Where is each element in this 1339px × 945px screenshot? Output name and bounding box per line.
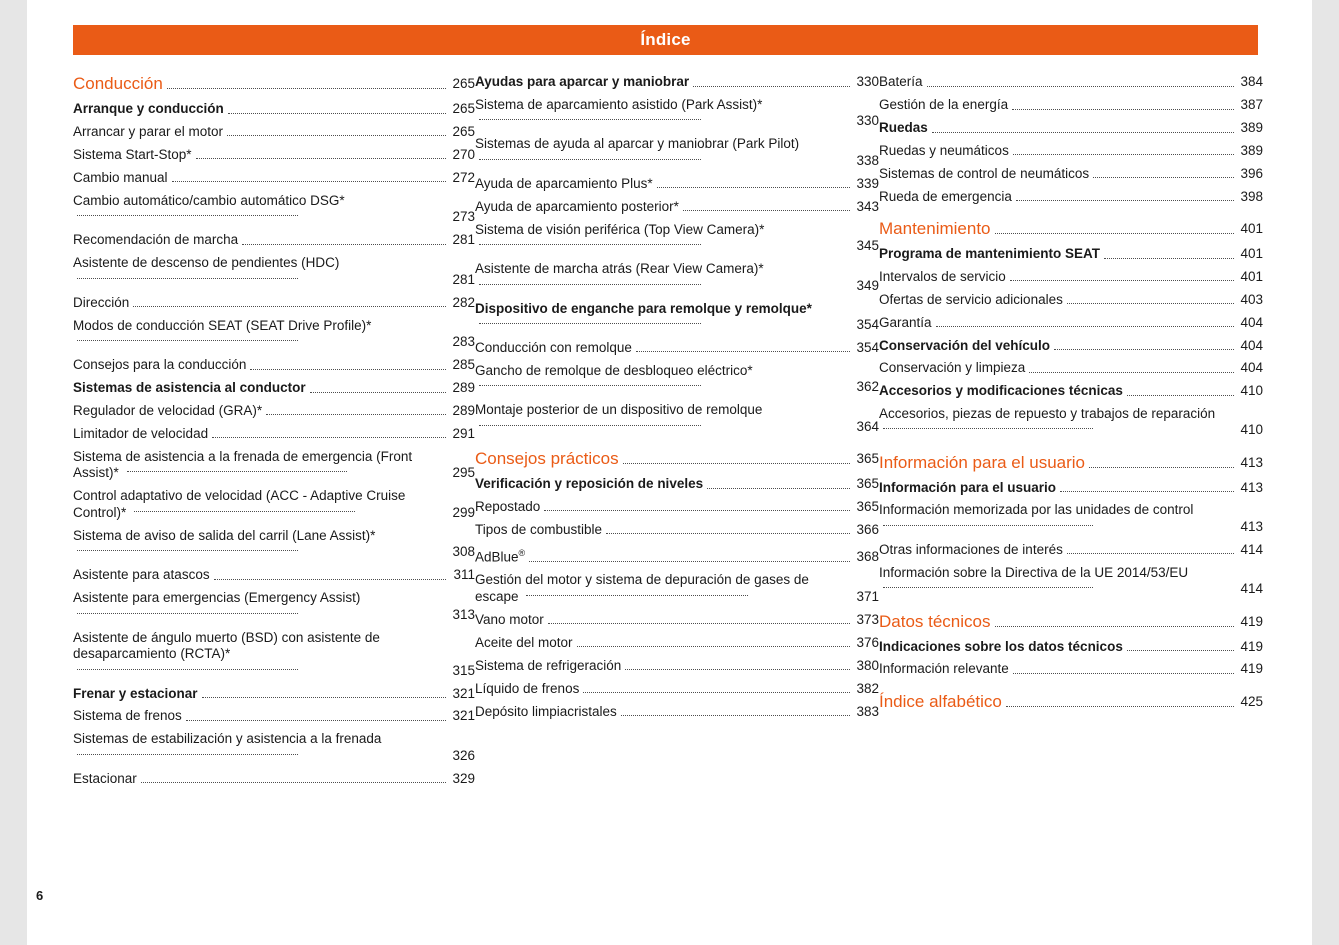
toc-entry-label: Tipos de combustible [475, 521, 603, 537]
toc-entry[interactable] [73, 590, 475, 623]
toc-entry-label: Intervalos de servicio [879, 268, 1006, 284]
toc-leader [1089, 466, 1234, 468]
toc-entry[interactable] [475, 635, 879, 652]
toc-entry-label: Datos técnicos [879, 611, 991, 631]
toc-entry[interactable] [73, 255, 475, 288]
toc-leader [1104, 257, 1234, 259]
toc-leader [606, 532, 850, 534]
toc-leader [242, 243, 446, 245]
toc-entry[interactable] [879, 292, 1263, 309]
toc-leader [202, 696, 446, 698]
toc-entry[interactable] [879, 246, 1263, 263]
toc-entry-label: Sistemas de asistencia al conductor [73, 380, 306, 395]
toc-entry-page: 376 [856, 634, 879, 650]
toc-entry-page: 401 [1240, 221, 1263, 236]
toc-leader [529, 560, 850, 562]
toc-entry-label: Asistente para atascos [73, 567, 210, 582]
toc-entry[interactable] [475, 449, 879, 469]
toc-entry-label: Asistente de descenso de pendientes (HDC) [73, 255, 340, 270]
toc-entry-page: 413 [1240, 518, 1263, 534]
toc-entry-page: 404 [1240, 314, 1263, 330]
toc-entry-label: Conducción con remolque [475, 339, 632, 355]
toc-entry-label: Accesorios y modificaciones técnicas [879, 383, 1123, 398]
toc-entry[interactable] [73, 147, 475, 164]
toc-entry[interactable] [73, 74, 475, 94]
toc-entry[interactable] [879, 189, 1263, 206]
toc-entry-page: 299 [452, 504, 475, 520]
toc-leader [77, 753, 298, 755]
toc-leader [1006, 705, 1234, 707]
toc-entry-label: Vano motor [475, 611, 544, 627]
toc-leader [1029, 371, 1234, 373]
toc-entry-page: 404 [1240, 337, 1263, 353]
toc-entry-label: Repostado [475, 498, 541, 514]
toc-entry-page: 419 [1240, 613, 1263, 629]
toc-leader [141, 781, 446, 783]
toc-entry-page: 295 [452, 465, 475, 480]
toc-columns [73, 74, 1263, 794]
toc-entry-label: Batería [879, 74, 923, 89]
toc-leader [577, 645, 850, 647]
toc-leader [623, 462, 850, 464]
toc-leader [134, 510, 355, 512]
toc-entry[interactable] [879, 480, 1263, 497]
toc-entry[interactable] [475, 261, 879, 294]
toc-entry[interactable] [879, 315, 1263, 332]
toc-entry-page: 354 [856, 339, 879, 355]
toc-entry[interactable] [73, 101, 475, 118]
toc-entry[interactable] [73, 708, 475, 725]
toc-entry[interactable] [879, 360, 1263, 377]
toc-entry[interactable] [73, 403, 475, 420]
toc-entry-page: 398 [1240, 188, 1263, 204]
toc-leader [479, 158, 701, 160]
toc-entry[interactable] [475, 301, 879, 334]
toc-leader [127, 470, 348, 472]
toc-entry-label: Gancho de remolque de desbloqueo eléctrico* [475, 362, 753, 378]
toc-entry-label: Control adaptativo de velocidad (ACC - Adaptive Cruise Control)* [73, 488, 406, 520]
toc-entry-page: 413 [1240, 479, 1263, 495]
toc-entry-page: 382 [856, 680, 879, 696]
toc-leader [1013, 153, 1234, 155]
toc-entry[interactable] [879, 692, 1263, 712]
toc-entry[interactable] [475, 522, 879, 539]
toc-entry-page: 380 [856, 657, 879, 673]
toc-entry[interactable] [73, 232, 475, 249]
toc-leader [479, 424, 701, 426]
toc-entry[interactable] [879, 166, 1263, 183]
toc-entry-page: 354 [856, 317, 879, 332]
toc-leader [625, 668, 850, 670]
toc-leader [172, 180, 446, 182]
toc-entry-label: Garantía [879, 314, 932, 330]
toc-entry-label: Ayuda de aparcamiento Plus* [475, 175, 653, 191]
toc-entry-page: 389 [1240, 142, 1263, 158]
toc-entry[interactable] [73, 771, 475, 788]
toc-entry[interactable] [73, 567, 475, 584]
toc-entry-label: Cambio manual [73, 169, 168, 185]
toc-leader [883, 427, 1093, 429]
toc-entry-label: Sistema de visión periférica (Top View Camera)* [475, 221, 765, 237]
toc-entry[interactable] [879, 143, 1263, 160]
toc-leader [77, 668, 298, 670]
toc-entry-page: 272 [452, 169, 475, 185]
toc-leader [77, 612, 298, 614]
toc-entry-label: Dirección [73, 294, 130, 310]
toc-entry-page: 339 [856, 175, 879, 191]
toc-entry[interactable] [73, 193, 475, 226]
toc-entry-page: 387 [1240, 97, 1263, 112]
toc-entry-page: 329 [452, 770, 475, 786]
toc-leader [693, 85, 850, 87]
toc-entry[interactable] [73, 528, 475, 561]
toc-entry-page: 366 [856, 521, 879, 537]
toc-entry-page: 410 [1240, 422, 1263, 437]
toc-entry[interactable] [73, 449, 475, 482]
toc-entry[interactable] [879, 269, 1263, 286]
toc-entry[interactable] [475, 176, 879, 193]
toc-leader [214, 578, 446, 580]
right-margin [1312, 0, 1339, 945]
toc-entry[interactable] [73, 686, 475, 703]
toc-entry[interactable] [475, 499, 879, 516]
toc-entry-page: 368 [856, 549, 879, 564]
toc-entry-label: Verificación y reposición de niveles [475, 476, 704, 491]
toc-entry-page: 311 [453, 567, 475, 582]
toc-entry-page: 345 [856, 238, 879, 253]
toc-entry-label: Sistema de refrigeración [475, 657, 622, 673]
toc-entry-page: 321 [452, 685, 475, 701]
toc-entry-page: 313 [452, 606, 475, 622]
toc-leader [932, 131, 1234, 133]
toc-leader [250, 368, 446, 370]
toc-entry-label: Asistente de marcha atrás (Rear View Camera)* [475, 261, 764, 276]
toc-entry-label: Ruedas [879, 120, 928, 135]
toc-entry-label: Información sobre la Directiva de la UE 2014/53/EU [879, 564, 1189, 580]
toc-leader [228, 112, 446, 114]
toc-entry-label: Montaje posterior de un dispositivo de remolque [475, 402, 763, 417]
toc-entry[interactable] [879, 406, 1263, 439]
toc-leader [310, 391, 446, 393]
toc-leader [1067, 552, 1234, 554]
toc-leader [883, 524, 1093, 526]
toc-entry-page: 270 [452, 146, 475, 162]
toc-leader [167, 87, 446, 89]
toc-entry-page: 401 [1240, 246, 1263, 261]
toc-entry[interactable] [475, 136, 879, 169]
toc-entry-label: Ofertas de servicio adicionales [879, 291, 1063, 307]
toc-entry-page: 419 [1240, 661, 1263, 676]
toc-leader [1127, 394, 1234, 396]
toc-leader [995, 232, 1234, 234]
toc-leader [883, 586, 1093, 588]
toc-column-1 [73, 74, 475, 794]
toc-leader [1093, 176, 1234, 178]
toc-entry-page: 330 [856, 113, 879, 128]
toc-entry[interactable] [73, 488, 475, 521]
toc-entry-page: 289 [452, 380, 475, 395]
toc-leader [479, 118, 701, 120]
toc-entry[interactable] [475, 199, 879, 216]
toc-entry-label: Consejos prácticos [475, 449, 619, 468]
toc-entry-label: Ayudas para aparcar y maniobrar [475, 74, 690, 89]
toc-entry-page: 291 [452, 425, 475, 441]
toc-entry-page: 343 [856, 198, 879, 214]
toc-entry-label: Depósito limpiacristales [475, 703, 617, 719]
toc-entry-label: Sistema de aparcamiento asistido (Park Assist)* [475, 96, 763, 112]
toc-leader [479, 283, 701, 285]
toc-entry-label: Estacionar [73, 770, 137, 786]
toc-entry[interactable] [475, 704, 879, 721]
toc-leader [927, 85, 1234, 87]
toc-entry-label: Recomendación de marcha [73, 232, 239, 247]
toc-entry[interactable] [73, 380, 475, 397]
toc-entry[interactable] [879, 502, 1263, 535]
toc-entry-page: 364 [856, 418, 879, 434]
page-title [73, 25, 1258, 55]
page-number: 6 [36, 888, 44, 903]
toc-entry-label: Información para el usuario [879, 479, 1057, 495]
toc-entry[interactable] [879, 219, 1263, 239]
toc-leader [1016, 199, 1234, 201]
toc-entry-page: 401 [1240, 268, 1263, 284]
toc-leader [1067, 302, 1234, 304]
toc-entry[interactable] [475, 74, 879, 91]
toc-entry[interactable] [879, 661, 1263, 678]
toc-leader [1013, 672, 1234, 674]
toc-entry-label: Conducción [73, 74, 163, 93]
toc-leader [683, 209, 850, 211]
toc-entry-page: 321 [452, 708, 475, 723]
toc-entry[interactable] [73, 318, 475, 351]
toc-entry-page: 365 [856, 451, 879, 466]
toc-leader [479, 243, 701, 245]
toc-entry-page: 403 [1240, 291, 1263, 307]
toc-entry-label: Dispositivo de enganche para remolque y remolque* [475, 300, 812, 316]
toc-entry-page: 414 [1240, 541, 1263, 557]
toc-entry-label: Sistema de aviso de salida del carril (Lane Assist)* [73, 527, 376, 543]
toc-leader [544, 509, 850, 511]
toc-entry[interactable] [73, 731, 475, 764]
toc-entry-page: 404 [1240, 360, 1263, 375]
toc-entry[interactable] [73, 357, 475, 374]
toc-leader [133, 305, 446, 307]
toc-entry-label: Información para el usuario [879, 452, 1086, 472]
toc-entry-page: 285 [452, 357, 475, 372]
toc-entry-page: 371 [856, 588, 879, 604]
toc-entry-page: 384 [1240, 74, 1263, 89]
toc-leader [479, 322, 701, 324]
toc-entry[interactable] [73, 295, 475, 312]
toc-entry[interactable] [879, 338, 1263, 355]
toc-entry-label: Información relevante [879, 661, 1009, 676]
toc-entry[interactable] [475, 402, 879, 435]
toc-leader [657, 186, 850, 188]
toc-entry-page: 326 [452, 747, 475, 763]
toc-entry[interactable] [475, 340, 879, 357]
left-margin [0, 0, 27, 945]
toc-entry-page: 362 [856, 379, 879, 394]
toc-entry-label: Otras informaciones de interés [879, 541, 1063, 557]
toc-entry-label: Frenar y estacionar [73, 685, 198, 701]
toc-leader [621, 714, 850, 716]
toc-entry[interactable] [879, 612, 1263, 632]
toc-leader [479, 384, 701, 386]
toc-entry-label: Conservación del vehículo [879, 337, 1051, 353]
toc-entry-page: 413 [1240, 454, 1263, 470]
toc-entry[interactable] [73, 426, 475, 443]
toc-entry-page: 281 [452, 232, 475, 247]
toc-entry-page: 265 [452, 123, 475, 139]
toc-entry-page: 330 [856, 74, 879, 89]
toc-entry-page: 425 [1240, 693, 1263, 709]
toc-entry-label: Sistema Start-Stop* [73, 146, 192, 162]
toc-leader [1010, 279, 1234, 281]
toc-leader [936, 325, 1234, 327]
toc-entry-label: Mantenimiento [879, 219, 991, 238]
toc-entry[interactable] [879, 565, 1263, 598]
toc-leader [707, 487, 850, 489]
toc-leader [266, 413, 446, 415]
toc-entry-page: 365 [856, 476, 879, 491]
registered-mark: ® [518, 547, 526, 558]
toc-entry-label: Sistemas de control de neumáticos [879, 165, 1090, 181]
toc-entry-label: Ruedas y neumáticos [879, 142, 1009, 158]
toc-entry-page: 282 [452, 294, 475, 310]
toc-entry-label: Gestión del motor y sistema de depuración de gases de escape [475, 572, 809, 604]
toc-entry-label: Información memorizada por las unidades de control [879, 502, 1194, 517]
toc-leader [583, 691, 850, 693]
toc-entry-label: Sistema de asistencia a la frenada de emergencia (Front Assist)* [73, 448, 413, 480]
toc-entry-page: 383 [856, 703, 879, 719]
toc-column-3 [879, 74, 1263, 794]
toc-entry-label: Ayuda de aparcamiento posterior* [475, 198, 679, 214]
toc-entry-label: Conservación y limpieza [879, 360, 1026, 375]
toc-entry-label: Programa de mantenimiento SEAT [879, 246, 1101, 261]
toc-entry-page: 265 [452, 101, 475, 116]
toc-leader [196, 157, 446, 159]
toc-entry-label: Rueda de emergencia [879, 188, 1012, 204]
toc-leader [1127, 649, 1234, 651]
toc-entry-label: Sistema de frenos [73, 708, 182, 723]
toc-entry-page: 410 [1240, 383, 1263, 398]
toc-entry-page: 414 [1240, 581, 1263, 596]
toc-leader [186, 719, 446, 721]
toc-entry-label: Cambio automático/cambio automático DSG* [73, 192, 345, 208]
toc-entry[interactable] [879, 74, 1263, 91]
toc-leader [1054, 348, 1234, 350]
toc-leader [77, 339, 298, 341]
toc-entry[interactable] [879, 639, 1263, 656]
toc-entry[interactable] [879, 453, 1263, 473]
toc-entry[interactable] [475, 222, 879, 255]
toc-entry-label: Asistente para emergencias (Emergency Assist) [73, 590, 361, 605]
toc-leader [77, 214, 298, 216]
toc-leader [227, 134, 446, 136]
toc-entry-label: Accesorios, piezas de repuesto y trabajos de reparación [879, 405, 1216, 421]
toc-entry[interactable] [879, 383, 1263, 400]
toc-leader [1012, 108, 1234, 110]
toc-entry-label: Sistemas de estabilización y asistencia a la frenada [73, 731, 382, 746]
toc-entry-page: 373 [856, 611, 879, 627]
toc-entry-label: Asistente de ángulo muerto (BSD) con asistente de desaparcamiento (RCTA)* [73, 629, 380, 661]
toc-column-2 [475, 74, 879, 794]
toc-leader [636, 350, 850, 352]
toc-leader [995, 625, 1235, 627]
toc-entry-page: 281 [452, 271, 475, 287]
toc-leader [548, 622, 850, 624]
toc-entry[interactable] [475, 476, 879, 493]
toc-entry-page: 308 [452, 544, 475, 559]
toc-entry[interactable] [475, 681, 879, 698]
toc-entry-label: Limitador de velocidad [73, 425, 209, 441]
toc-entry[interactable] [475, 572, 879, 605]
toc-entry-page: 265 [452, 76, 475, 91]
toc-entry-page: 365 [856, 498, 879, 514]
toc-entry-page: 349 [856, 277, 879, 293]
toc-entry-label: Gestión de la energía [879, 97, 1009, 112]
toc-leader [1060, 490, 1234, 492]
toc-entry-page: 389 [1240, 120, 1263, 135]
toc-entry-label: AdBlue® [475, 547, 526, 564]
toc-leader [77, 549, 298, 551]
toc-entry-label: Regulador de velocidad (GRA)* [73, 402, 263, 418]
toc-entry-label: Arranque y conducción [73, 101, 224, 116]
toc-entry-label: Consejos para la conducción [73, 357, 247, 372]
toc-entry-page: 396 [1240, 165, 1263, 181]
toc-entry[interactable] [73, 124, 475, 141]
toc-leader [526, 594, 748, 596]
toc-entry[interactable] [879, 97, 1263, 114]
toc-entry-page: 289 [452, 402, 475, 418]
toc-entry-label: Líquido de frenos [475, 680, 580, 696]
toc-entry-label: Aceite del motor [475, 634, 573, 650]
toc-entry-label: Índice alfabético [879, 691, 1002, 711]
toc-leader [77, 277, 298, 279]
toc-entry[interactable] [73, 170, 475, 187]
toc-entry[interactable] [73, 630, 475, 680]
toc-entry[interactable] [475, 612, 879, 629]
toc-entry-page: 315 [452, 662, 475, 678]
toc-entry[interactable] [879, 120, 1263, 137]
toc-entry-page: 273 [452, 209, 475, 224]
toc-entry-page: 338 [856, 152, 879, 168]
toc-entry-label: Sistemas de ayuda al aparcar y maniobrar (Park Pilot) [475, 136, 800, 151]
toc-entry[interactable] [475, 97, 879, 130]
toc-entry-page: 419 [1240, 638, 1263, 654]
toc-entry[interactable] [475, 658, 879, 675]
toc-entry-label: Modos de conducción SEAT (SEAT Drive Profile)* [73, 317, 372, 333]
toc-entry[interactable] [475, 363, 879, 396]
toc-leader [212, 436, 446, 438]
toc-entry-label: Indicaciones sobre los datos técnicos [879, 638, 1123, 654]
page-title-label: Índice [640, 30, 691, 49]
toc-entry[interactable] [475, 545, 879, 566]
toc-entry[interactable] [879, 542, 1263, 559]
toc-entry-label: Arrancar y parar el motor [73, 123, 224, 139]
toc-entry-page: 283 [452, 334, 475, 349]
